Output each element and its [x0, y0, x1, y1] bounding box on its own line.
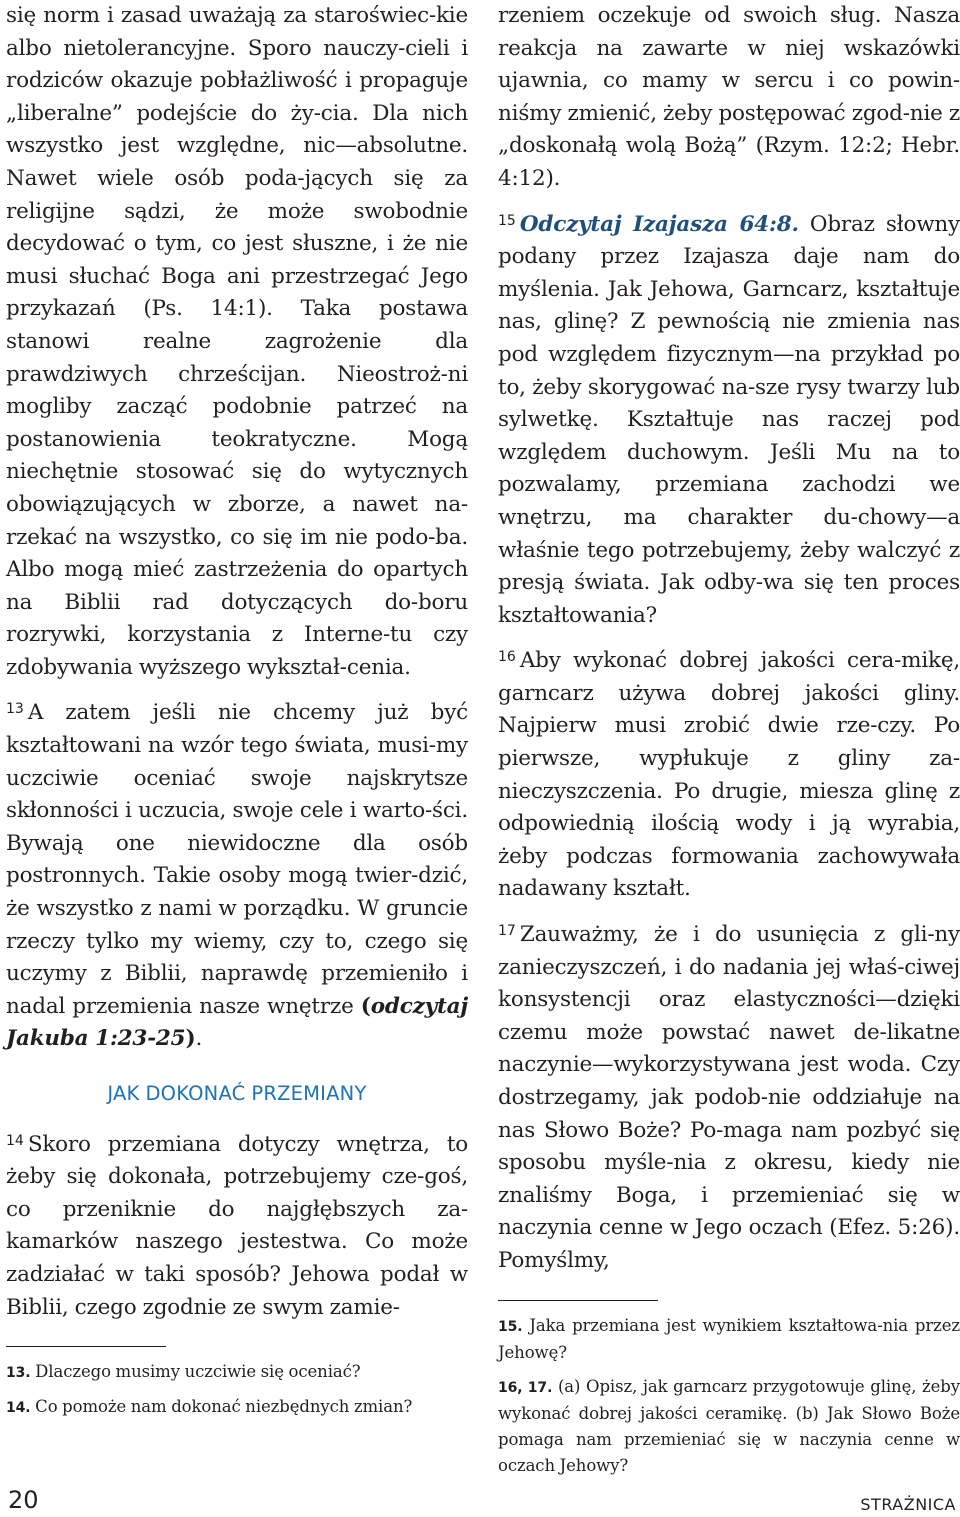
right-column: [498, 0, 960, 1479]
paragraph-text: Aby wykonać dobrej jakości cera-mikę, garncarz używa dobrej jakości gliny. Najpierw musi zrobić dwie rze-czy. Po pierwsze, wypłukuje z gliny za-nieczyszczenia. Po drugie, miesza glinę z odpowiednią ilością wody i ją wyrabia, żeby podczas formowania zachowywała nadawany kształt.: [498, 648, 960, 902]
question-number: 16, 17.: [498, 1379, 553, 1396]
paragraph-text: Zauważmy, że i do usunięcia z gli-ny zanieczyszczeń, i do nadania jej właś-ciwej konsystencji oraz elastyczności—dzięki czemu może powstać nawet de-likatne naczynie—wykorzystywana jest woda. Czy dostrzegamy, jak podob-nie oddziałuje na nas Słowo Boże? Po-maga nam pozbyć się sposobu myśle-nia z okresu, kiedy nie znaliśmy Boga, i przemieniać się w naczynia cenne w Jego oczach (Efez. 5:26). Pomyślmy,: [498, 922, 960, 1273]
paragraph-number: 17: [498, 923, 516, 940]
study-question: [498, 1374, 960, 1479]
read-scripture-text: odczytaj Jakuba 1:23-25: [6, 993, 468, 1052]
read-scripture: (odczytaj Jakuba 1:23-25): [6, 993, 468, 1052]
page-number: 20: [8, 1486, 39, 1514]
question-number: 14.: [6, 1400, 31, 1417]
paragraph-13: [6, 693, 468, 1056]
question-number: 13.: [6, 1365, 31, 1382]
paragraph-15: [498, 205, 960, 633]
paragraph-number: 15: [498, 212, 516, 229]
paragraph-17: [498, 915, 960, 1278]
paragraph-14: [6, 1125, 468, 1325]
paragraph-continuation: rzeniem oczekuje od swoich sług. Nasza reakcja na zawarte w niej wskazówki ujawnia, co mamy w sercu i co powin-niśmy zmienić, żeby postępować zgod-nie z „doskonałą wolą Bożą” (Rzym. 12:2; Hebr. 4:12).: [498, 3, 960, 191]
paragraph-text: Obraz słowny podany przez Izajasza daje nam do myślenia. Jak Jehowa, Garncarz, kształtuje nas, glinę? Z pewnością nie zmienia nas pod względem fizycznym—na przykład po to, żeby skorygować na-sze rysy twarzy lub sylwetkę. Kształtuje nas raczej pod względem duchowym. Jeśli Mu na to pozwalamy, przemiana zachodzi we wnętrzu, ma charakter du-chowy—a właśnie tego potrzebujemy, żeby walczyć z presją świata. Jak odby-wa się ten proces kształtowania?: [498, 211, 960, 628]
question-text: Dlaczego musimy uczciwie się oceniać?: [35, 1362, 361, 1382]
paragraph-intro: się norm i zasad uważają za staroświec-kie albo nietolerancyjne. Sporo nauczy-cieli i rodziców okazuje pobłażliwość i propaguje „liberalne” podejście do ży-cia. Dla nich wszystko jest względne, nic—absolutne. Nawet wiele osób poda-jących się za religijne sądzi, że może swobodnie decydować o tym, co jest słuszne, i że nie musi słuchać Boga ani przestrzegać Jego przykazań (Ps. 14:1). Taka postawa stanowi realne zagrożenie dla prawdziwych chrześcijan. Nieostroż-ni mogliby zacząć podobnie patrzeć na postanowienia teokratyczne. Mogą niechętnie stosować się do wytycznych obowiązujących w zborze, a nawet na-rzekać na wszystko, co się im nie podo-ba. Albo mogą mieć zastrzeżenia do opartych na Biblii rad dotyczących do-boru rozrywki, korzystania z Interne-tu czy zdobywania wyższego wykształ-cenia.: [6, 3, 468, 680]
study-questions: [6, 1359, 468, 1421]
footnote-divider: [498, 1300, 658, 1301]
study-question: [6, 1394, 468, 1421]
question-text: Co pomoże nam dokonać niezbędnych zmian?: [35, 1397, 413, 1417]
section-heading: JAK DOKONAĆ PRZEMIANY: [107, 1082, 367, 1105]
paragraph-number: 14: [6, 1132, 24, 1149]
question-number: 15.: [498, 1318, 523, 1335]
study-question: [6, 1359, 468, 1386]
study-question: [498, 1313, 960, 1366]
paragraph-number: 13: [6, 701, 24, 718]
left-column: [6, 0, 468, 1421]
paragraph-text: Skoro przemiana dotyczy wnętrza, to żeby się dokonała, potrzebujemy cze-goś, co przeniknie do najgłębszych za-kamarków naszego jestestwa. Co może zadziałać w taki sposób? Jehowa podał w Biblii, czego zgodnie ze swym zamie-: [6, 1131, 468, 1320]
paragraph-text: A zatem jeśli nie chcemy już być kształtowani na wzór tego świata, musi-my uczciwie oceniać swoje najskrytsze skłonności i uczucia, swoje cele i warto-ści. Bywają one niewidoczne dla osób postronnych. Takie osoby mogą twier-dzić, że wszystko z nami w porządku. W gruncie rzeczy tylko my wiemy, czy to, czego się uczymy z Biblii, naprawdę przemieniło i nadal przemienia nasze wnętrze: [6, 700, 468, 1019]
paragraph-end: .: [195, 1026, 203, 1052]
study-questions: [498, 1313, 960, 1479]
paragraph-number: 16: [498, 649, 516, 666]
footnote-divider: [6, 1346, 166, 1347]
read-scripture: Odczytaj Izajasza 64:8.: [519, 211, 799, 237]
magazine-name: STRAŻNICA: [860, 1495, 956, 1514]
question-text: Jaka przemiana jest wynikiem kształtowa-nia przez Jehowę?: [498, 1315, 960, 1362]
question-text: (a) Opisz, jak garncarz przygotowuje glinę, żeby wykonać dobrej jakości ceramikę. (b) Jak Słowo Boże pomaga nam przemieniać się w naczynia cenne w oczach Jehowy?: [498, 1376, 960, 1475]
paragraph-16: [498, 641, 960, 906]
